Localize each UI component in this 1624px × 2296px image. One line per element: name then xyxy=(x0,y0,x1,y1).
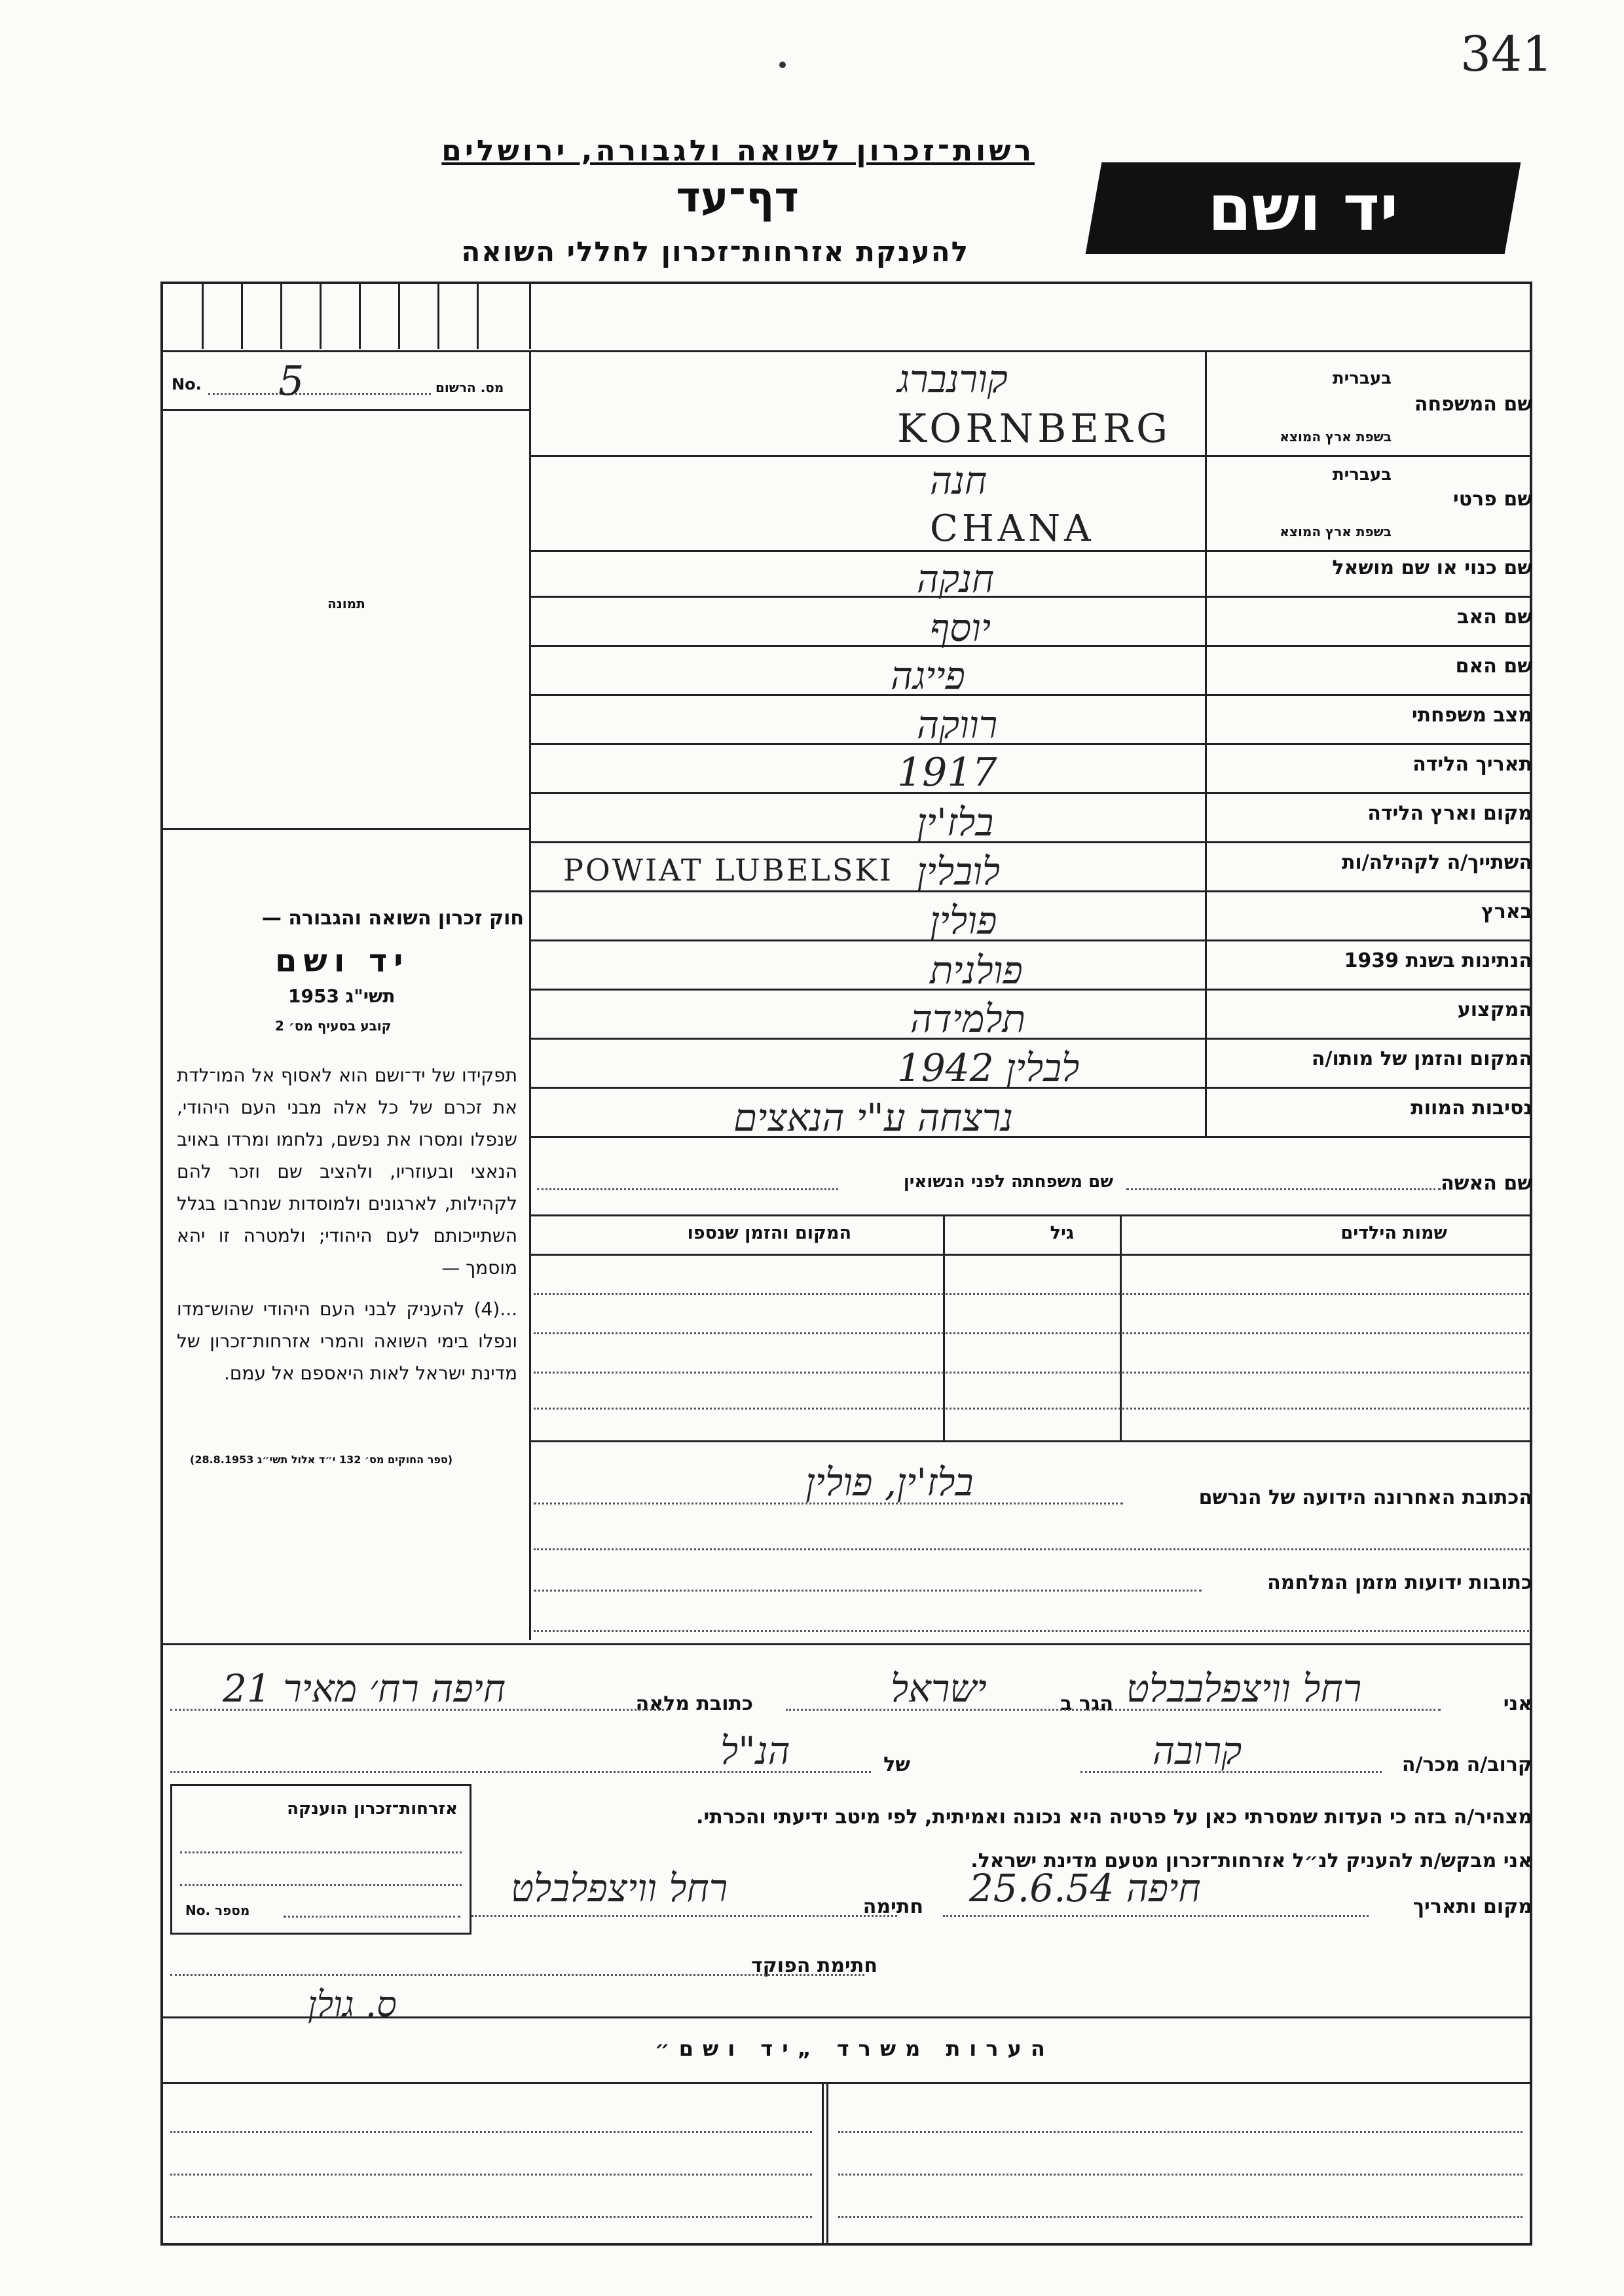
value-city: ישראל xyxy=(891,1666,987,1711)
address-bottom-line xyxy=(160,1643,1532,1645)
award-dots-3 xyxy=(284,1916,460,1918)
children-row-3 xyxy=(534,1372,1529,1374)
value-mother: פייגה xyxy=(891,653,965,698)
top-grid xyxy=(162,283,529,349)
children-header-names: שמות הילדים xyxy=(1340,1223,1447,1243)
request-text: אני מבקש/ת להעניק לנ״ל אזרחות־זכרון מטעם מדינת ישראל. xyxy=(970,1850,1532,1872)
award-dots-1 xyxy=(180,1851,462,1853)
label-death-circ: נסיבות המוות xyxy=(1411,1097,1532,1120)
label-birth-place: מקום וארץ הלידה xyxy=(1367,802,1532,825)
label-birth-date: תאריך הלידה xyxy=(1412,753,1532,776)
children-col-2 xyxy=(1120,1214,1122,1440)
children-header-line xyxy=(530,1254,1532,1256)
office-notes-title: הערות משרד „יד ושם״ xyxy=(655,2036,1054,2061)
value-birth-date: 1917 xyxy=(897,750,997,795)
label-death-place: המקום והזמן של מותו/ה xyxy=(1311,1048,1532,1070)
signature-dots xyxy=(471,1915,897,1917)
row-line-2 xyxy=(530,550,1532,552)
row-line-6 xyxy=(530,743,1532,745)
notes-right-dots-1 xyxy=(838,2131,1522,2133)
form-title: דף־עד xyxy=(676,173,799,222)
label-community: השתייך/ה לקהילה/ות xyxy=(1341,851,1532,874)
row-line-5 xyxy=(530,694,1532,696)
label-marital: מצב משפחתי xyxy=(1411,704,1532,727)
children-header-place: המקום והזמן שנספו xyxy=(687,1223,851,1243)
children-bottom-line xyxy=(530,1440,1532,1442)
label-war-address: כתובות ידועות מזמן המלחמה xyxy=(1267,1571,1532,1594)
value-declarant-name: רחל וויצפלבבלט xyxy=(1126,1666,1362,1711)
award-dots-2 xyxy=(180,1884,462,1886)
value-first-native: CHANA xyxy=(930,507,1095,550)
value-country: פולין xyxy=(930,898,997,943)
value-community-native: POWIAT LUBELSKI xyxy=(563,852,893,888)
label-first-hebrew: בעברית xyxy=(1332,465,1392,484)
row-line-8 xyxy=(530,841,1532,843)
label-family-name: שם המשפחה xyxy=(1414,393,1532,416)
value-family-native: KORNBERG xyxy=(897,406,1172,452)
label-full-address: כתובת מלאה xyxy=(635,1692,753,1715)
row-line-12 xyxy=(530,1038,1532,1040)
reg-no-dots xyxy=(208,393,431,395)
reg-no-label-he: מס. הרשום xyxy=(435,380,504,395)
label-profession: המקצוע xyxy=(1457,998,1532,1021)
value-nickname: חנקה xyxy=(917,556,995,601)
notes-top-line xyxy=(160,2016,1532,2018)
law-paragraph-2: ...(4) להעניק לבני העם היהודי שהוש־מדו ונפלו בימי השואה והמרי אזרחות־זכרון של מדינת ישראל לאות היאספם אל עמם. xyxy=(177,1298,517,1384)
place-date-dots xyxy=(943,1915,1369,1917)
value-last-address: בלז'ין, פולין xyxy=(805,1460,974,1504)
notes-center-divider xyxy=(822,2082,828,2246)
row-line-7 xyxy=(530,792,1532,794)
value-death-place: לבלין 1942 xyxy=(897,1046,1080,1090)
reg-no-label-en: No. xyxy=(172,375,202,393)
last-address-dots-2 xyxy=(534,1548,1529,1550)
authority-heading: רשות־זכרון לשואה ולגבורה, ירושלים xyxy=(441,134,1035,168)
wife-row-line xyxy=(530,1214,1532,1216)
label-father: שם האב xyxy=(1457,606,1532,629)
label-first-name: שם פרטי xyxy=(1452,488,1532,511)
label-official-signature: חתימת הפוקד xyxy=(751,1954,877,1977)
notes-left-dots-2 xyxy=(170,2174,812,2176)
law-title: חוק זכרון השואה והגבורה — xyxy=(261,907,524,930)
row-line-3 xyxy=(530,596,1532,598)
wife-maiden-dots xyxy=(537,1188,838,1190)
wife-dots xyxy=(1126,1188,1441,1190)
label-last-address: הכתובת האחרונה הידועה של הנרשם xyxy=(1198,1486,1532,1509)
value-birth-place: בלז'ין xyxy=(917,800,994,845)
label-family-hebrew: בעברית xyxy=(1332,369,1392,388)
label-place-date: מקום ותאריך xyxy=(1412,1895,1532,1918)
reg-no-value: 5 xyxy=(278,357,304,405)
photo-label: תמונה xyxy=(327,596,365,611)
row-line-10 xyxy=(530,939,1532,941)
official-sig-dots xyxy=(170,1974,864,1976)
label-first-native: בשפת ארץ המוצא xyxy=(1280,524,1392,539)
row-line-4 xyxy=(530,645,1532,647)
row-line-9 xyxy=(530,890,1532,892)
row-line-14 xyxy=(530,1136,1532,1138)
children-row-2 xyxy=(534,1332,1529,1334)
top-strip-line xyxy=(160,350,1532,352)
war-address-dots xyxy=(534,1590,1202,1592)
law-year: תשי"ג 1953 xyxy=(288,985,396,1007)
value-official-signature: ס. גולן xyxy=(308,1984,397,2025)
value-relation: קרובה xyxy=(1153,1728,1242,1773)
children-row-4 xyxy=(534,1408,1529,1410)
value-father: יוסף xyxy=(930,606,991,650)
value-death-circ: נרצחה ע"י הנאצים xyxy=(733,1095,1014,1140)
declaration-text: מצהיר/ה בזה כי העדות שמסרתי כאן על פרטיה היא נכונה ואמיתית, לפי מיטב ידיעתי והכרתי. xyxy=(696,1806,1532,1829)
war-address-dots-2 xyxy=(534,1630,1529,1632)
value-place-date: חיפה 25.6.54 xyxy=(969,1866,1201,1910)
row-line-11 xyxy=(530,989,1532,991)
children-col-1 xyxy=(943,1214,945,1440)
children-row-1 xyxy=(534,1293,1529,1295)
label-resides: הגר ב xyxy=(1060,1692,1113,1715)
label-country: בארץ xyxy=(1481,900,1532,923)
row-line-1 xyxy=(530,455,1532,457)
page-number: 341 xyxy=(1460,26,1553,82)
law-paragraph-1: תפקידו של יד־ושם הוא לאסוף אל המו־לדת את זכרם של כל אלה מבני העם היהודי, שנפלו ומסרו את נפשם, נלחמו ומרדו באויב הנאצי ובעוזריו, ולהציב שם וזכר להם לקהילות, לארגונים ולמוסדות שנחרבו בגלל השתייכותם לעם היהודי; ולמטרה זו יהא מוסמך — xyxy=(177,1065,517,1279)
label-relative: קרוב/ה מכר/ה xyxy=(1401,1753,1532,1776)
yad-vashem-logo xyxy=(1086,162,1521,254)
value-marital: רווקה xyxy=(917,702,998,747)
award-box xyxy=(170,1784,471,1935)
law-source: (ספר החוקים מס׳ 132 י״ד אלול תשי״ג 28.8.1953) xyxy=(190,1453,453,1466)
label-nickname: שם כנוי או שם מושאל xyxy=(1332,556,1532,579)
award-box-number: No. מספר xyxy=(185,1903,250,1918)
label-mother: שם האם xyxy=(1455,655,1532,678)
value-community: לובלין xyxy=(917,849,1001,894)
reg-row-line xyxy=(160,409,530,411)
label-family-native: בשפת ארץ המוצא xyxy=(1280,429,1392,445)
value-citizenship: פולנית xyxy=(930,948,1023,993)
label-of: של xyxy=(883,1753,910,1776)
award-box-title: אזרחות־זכרון הוענקה xyxy=(287,1799,458,1819)
value-first-he: חנה xyxy=(930,458,987,503)
notes-right-dots-2 xyxy=(838,2174,1522,2176)
value-of: הנ"ל xyxy=(720,1728,790,1773)
photo-bottom-line xyxy=(160,828,530,830)
label-citizenship: הנתינות בשנת 1939 xyxy=(1344,949,1532,972)
left-col-divider-2 xyxy=(529,1136,531,1640)
label-ani: אני xyxy=(1503,1692,1532,1715)
ink-dot xyxy=(779,62,786,68)
notes-header-line xyxy=(160,2082,1532,2084)
notes-left-dots-1 xyxy=(170,2131,812,2133)
value-profession: תלמידה xyxy=(910,996,1026,1041)
logo-text: יד ושם xyxy=(1208,172,1399,245)
law-name: יד ושם xyxy=(275,943,410,979)
value-signature: רחל וויצפלבלט xyxy=(511,1866,728,1910)
children-header-age: גיל xyxy=(1050,1223,1074,1243)
law-clause: קובע בסעיף מס׳ 2 xyxy=(275,1018,392,1034)
label-wife-maiden: שם משפחתה לפני הנשואין xyxy=(903,1172,1113,1192)
label-signature: חתימה xyxy=(862,1895,923,1918)
value-full-address: חיפה רח׳ מאיר 21 xyxy=(223,1666,506,1711)
form-subtitle: להענקת אזרחות־זכרון לחללי השואה xyxy=(461,236,969,268)
value-family-he: קורנברג xyxy=(897,357,1008,401)
notes-right-dots-3 xyxy=(838,2216,1522,2218)
notes-left-dots-3 xyxy=(170,2216,812,2218)
label-wife: שם האשה xyxy=(1441,1172,1532,1195)
